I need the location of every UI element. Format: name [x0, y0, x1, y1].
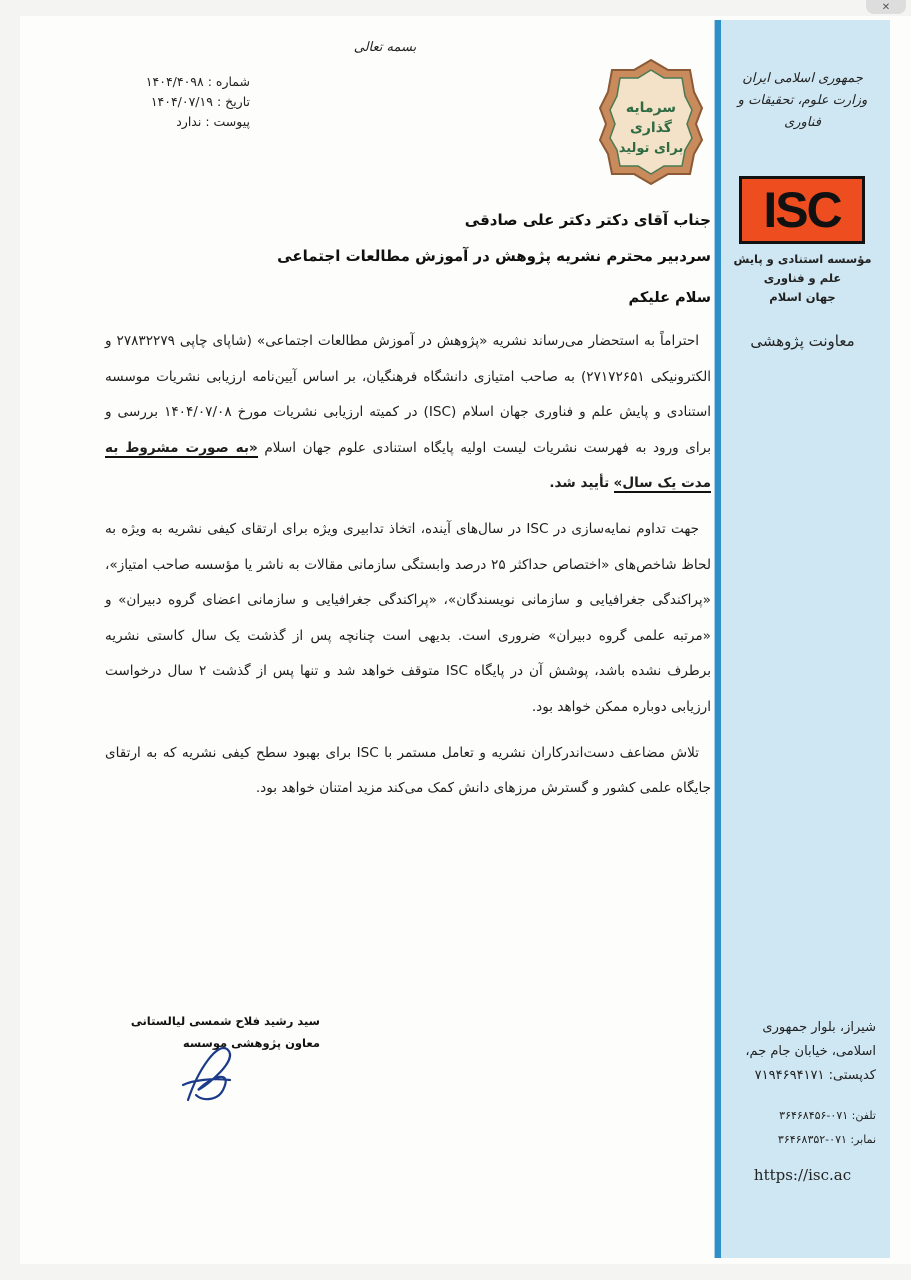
- letterhead-sidebar: [714, 20, 890, 1258]
- institute-line-1: مؤسسه استنادی و پایش علم و فناوری: [733, 252, 872, 285]
- basmala: بسمه تعالی: [353, 40, 417, 55]
- greeting: سلام علیکم: [628, 290, 711, 306]
- institute-name: [721, 250, 884, 307]
- close-icon[interactable]: ✕: [866, 0, 906, 14]
- number-value: ۱۴۰۴/۴۰۹۸: [145, 74, 204, 89]
- fax-label: نمابر:: [850, 1133, 876, 1146]
- website-link[interactable]: https://isc.ac: [753, 1166, 852, 1184]
- phone-label: تلفن:: [851, 1109, 876, 1122]
- gov-line-1: جمهوری اسلامی ایران: [742, 71, 863, 86]
- fax-value: ۰۷۱-۳۶۴۶۸۳۵۲: [777, 1133, 847, 1146]
- conditional-approval-highlight: «به صورت مشروط به مدت یک سال»: [105, 439, 711, 492]
- year-slogan-emblem: [598, 58, 704, 186]
- contact-info: [726, 1104, 876, 1152]
- recipient-name: جناب آقای دکتر دکتر علی صادقی: [464, 211, 711, 229]
- paragraph-1: [105, 324, 711, 502]
- paragraph-1-text: احتراماً به استحضار می‌رساند نشریه «پژوهش در آموزش مطالعات اجتماعی» (شاپای چاپی ۲۷۸۳۲۲۷۹ و الکترونیکی ۲۷۱۷۲۶۵۱) به صاحب امتیازی دانشگاه فرهنگیان، بر اساس آیین‌نامه ارزیابی نشریات موسسه استنادی و پایش علم و فناوری جهان اسلام (ISC) در کمیته ارزیابی نشریات مورخ ۱۴۰۴/۰۷/۰۸ بررسی و برای ورود به فهرست نشریات لیست اولیه پایگاه استنادی علوم جهان اسلام: [105, 333, 712, 456]
- handwritten-signature: [168, 1030, 248, 1110]
- paragraph-3: تلاش مضاعف دست‌اندرکاران نشریه و تعامل مستمر با ISC برای بهبود سطح کیفی نشریه که به ارتقای جایگاه علمی کشور و گسترش مرزهای دانش کمک می‌کند مزید امتنان خواهد بود.: [105, 744, 711, 797]
- reference-block: [80, 72, 250, 132]
- approval-phrase: تأیید شد.: [549, 475, 610, 492]
- date-value: ۱۴۰۴/۰۷/۱۹: [150, 94, 213, 109]
- address-line-1: شیراز، بلوار جمهوری: [762, 1020, 876, 1035]
- letter-body: [105, 324, 711, 817]
- department-name: معاونت پژوهشی: [750, 332, 855, 350]
- recipient-block: [151, 202, 711, 274]
- sidebar-stripe: [715, 20, 721, 1258]
- date-label: تاریخ :: [216, 94, 250, 109]
- government-title: [725, 68, 880, 134]
- address: [726, 1016, 876, 1088]
- attachment-value: ندارد: [176, 114, 202, 129]
- isc-logo-text: ISC: [763, 182, 841, 238]
- phone-value: ۰۷۱-۳۶۴۶۸۴۵۶: [779, 1109, 849, 1122]
- emblem-text-2: گذاری: [630, 120, 672, 136]
- gov-line-2: وزارت علوم، تحقیقات و فناوری: [737, 93, 868, 130]
- institute-line-2: جهان اسلام: [769, 290, 836, 304]
- emblem-text-1: سرمایه: [625, 100, 677, 116]
- address-line-2: اسلامی، خیابان جام جم،: [745, 1044, 876, 1059]
- number-label: شماره :: [207, 74, 250, 89]
- recipient-title: سردبیر محترم نشریه پژوهش در آموزش مطالعات اجتماعی: [277, 247, 711, 265]
- address-line-3: کدپستی: ۷۱۹۴۶۹۴۱۷۱: [754, 1068, 876, 1083]
- signatory-name: سید رشید فلاح شمسی لیالستانی: [130, 1014, 320, 1028]
- signatory-title: معاون پژوهشی موسسه: [182, 1036, 320, 1050]
- attachment-label: پیوست :: [205, 114, 250, 129]
- paragraph-2: جهت تداوم نمایه‌سازی در ISC در سال‌های آینده، اتخاذ تدابیری ویژه برای ارتقای کیفی نشریه به ویژه به لحاظ شاخص‌های «اختصاص حداکثر ۲۵ درصد وابستگی سازمانی مقالات به ناشر یا مؤسسه صاحب امتیاز»، «پراکندگی جغرافیایی و سازمانی نویسندگان»، «پراکندگی جغرافیایی و سازمانی اعضای گروه دبیران» و «مرتبه علمی گروه دبیران» ضروری است. بدیهی است چنانچه پس از گذشت یک سال کاستی نشریه برطرف نشده باشد، پوشش آن در پایگاه ISC متوقف خواهد شد و تنها پس از گذشت ۲ سال درخواست ارزیابی دوباره ممکن خواهد بود.: [105, 520, 711, 715]
- isc-logo: [739, 176, 865, 244]
- emblem-text-3: برای تولید: [618, 141, 684, 156]
